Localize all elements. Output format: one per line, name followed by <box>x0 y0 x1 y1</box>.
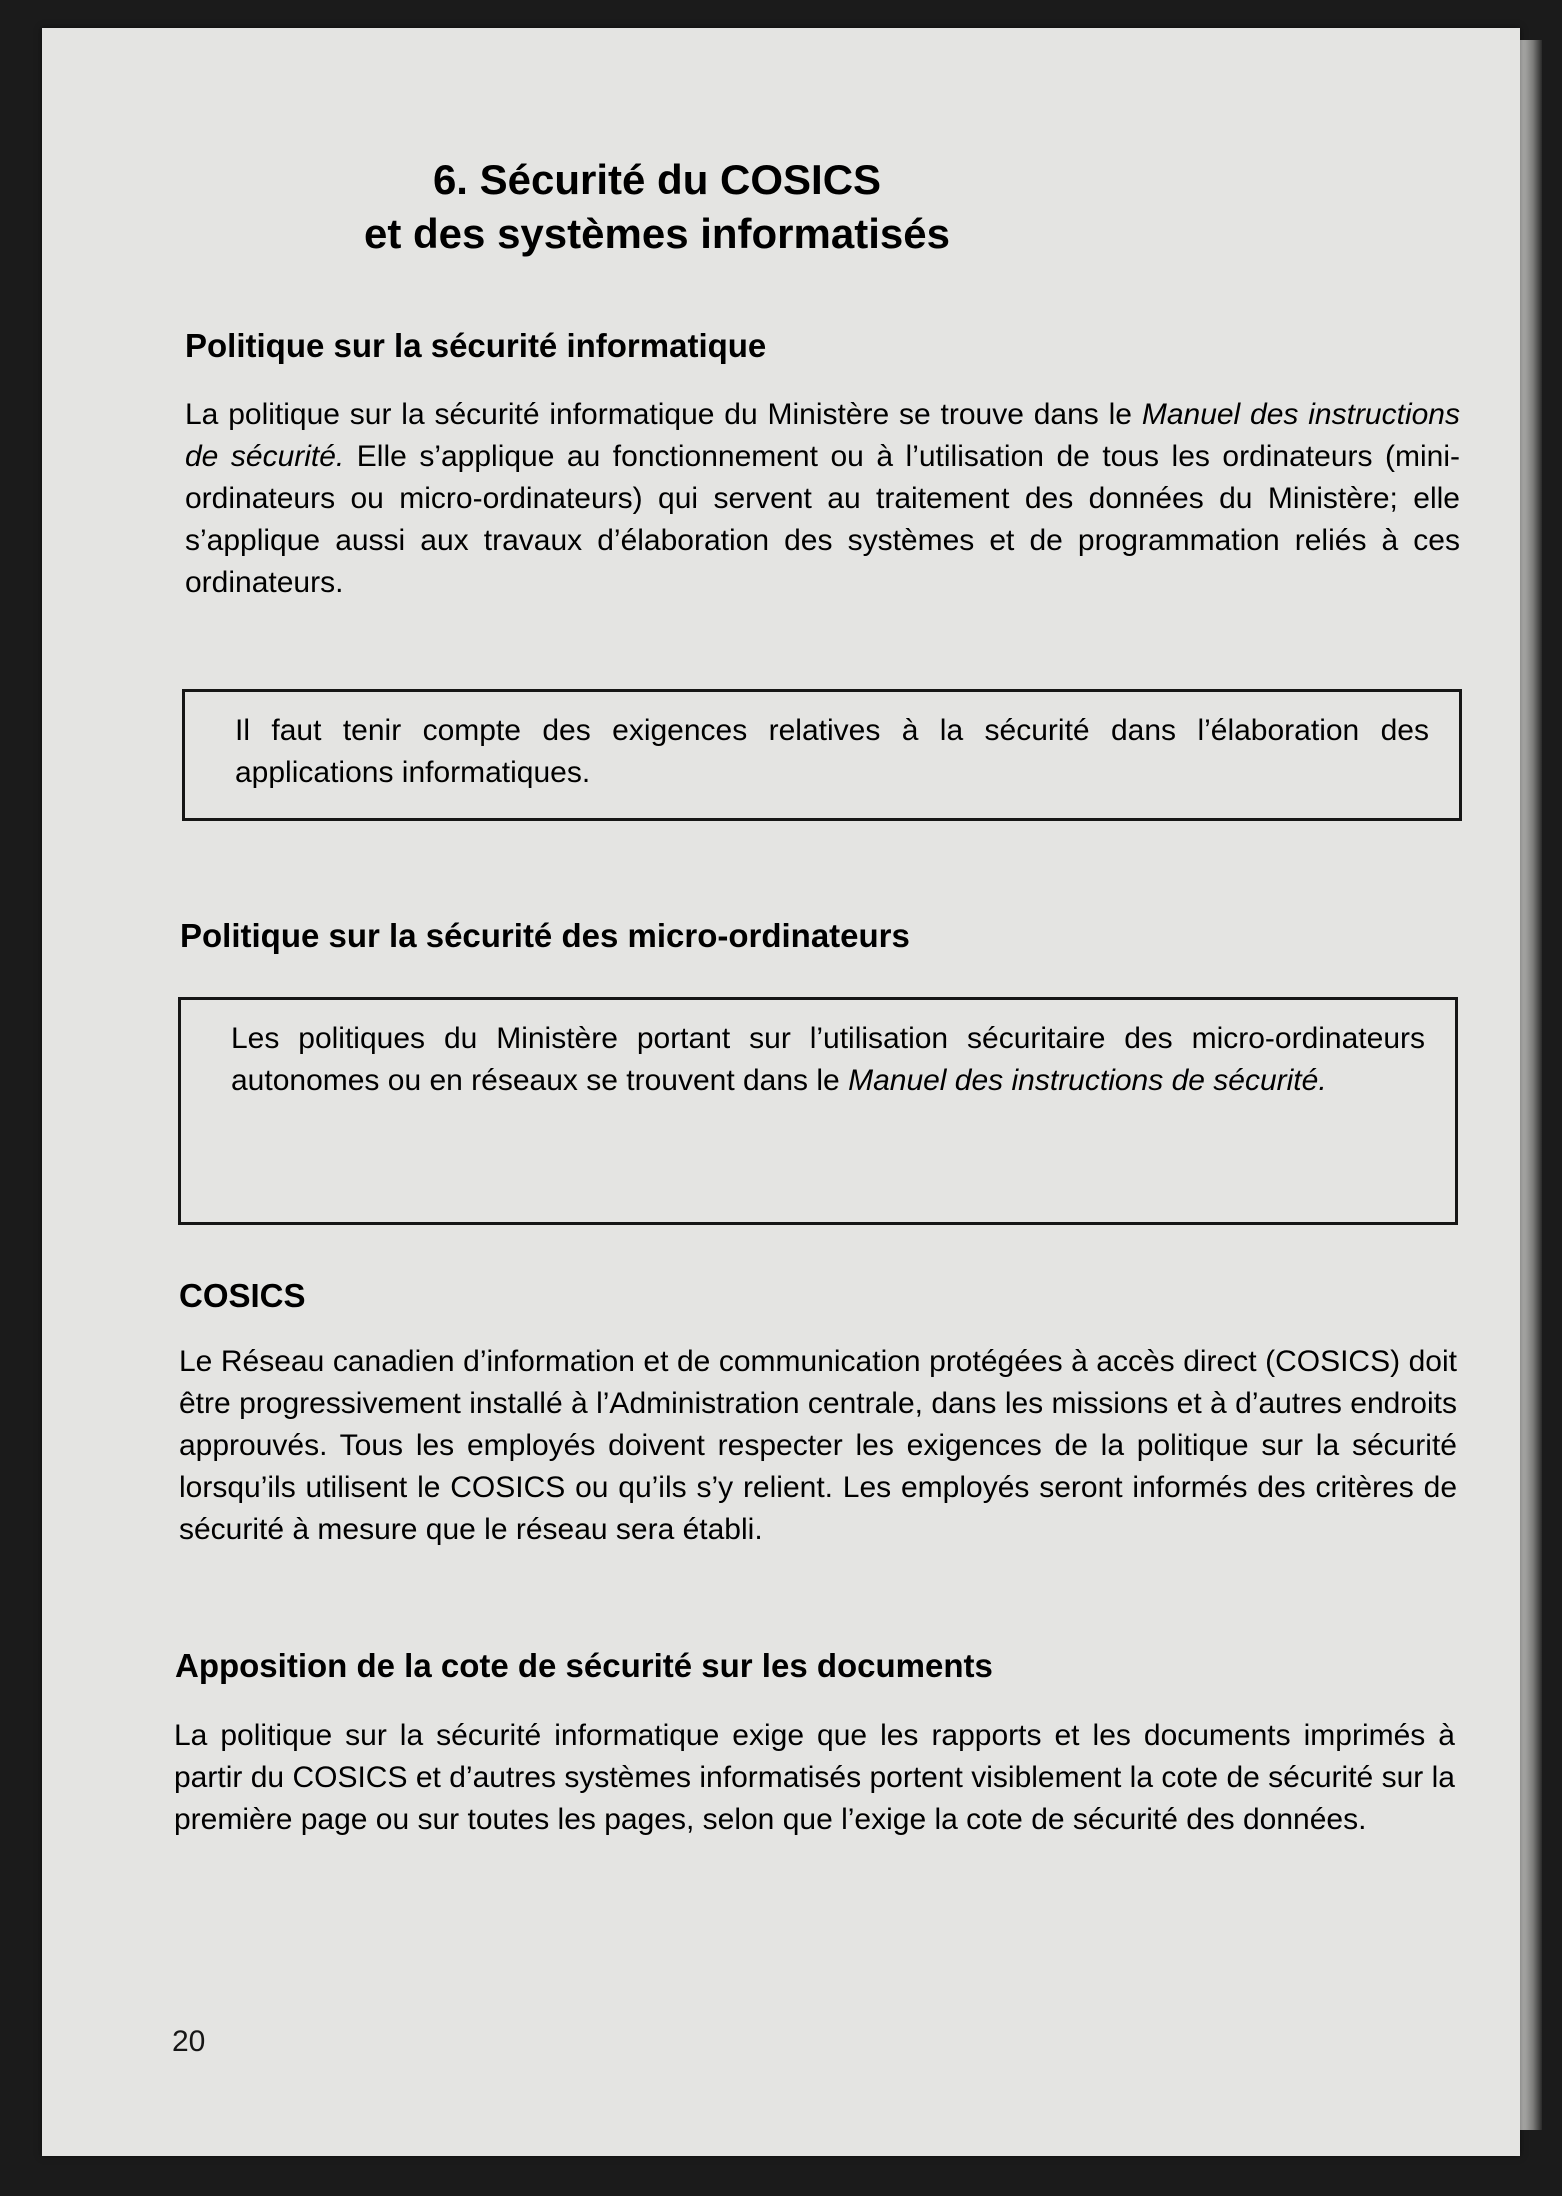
boxed-note-text <box>231 1018 1425 1102</box>
manual-title-italic: Manuel des instructions de sécurité. <box>848 1064 1327 1097</box>
page-number: 20 <box>172 2025 206 2058</box>
section-paragraph-computer-security <box>185 394 1460 604</box>
boxed-note-microcomputer-security <box>178 997 1458 1225</box>
document-page <box>42 28 1520 2156</box>
paragraph-text: Elle s’applique au fonctionnement ou à l’utilisation de tous les ordinateurs (mini-ordinateurs ou micro-ordinateurs) qui servent au traitement des données du Ministère; elle s’applique aussi aux travaux d’élaboration des systèmes et de programmation reliés à ces ordinateurs. <box>185 440 1460 599</box>
chapter-title-line-1: 6. Sécurité du COSICS <box>432 156 882 203</box>
section-heading-microcomputer-security: Politique sur la sécurité des micro-ordinateurs <box>180 917 910 954</box>
section-paragraph-cosics: Le Réseau canadien d’information et de communication protégées à accès direct (COSICS) doit être progressivement installé à l’Administration centrale, dans les missions et à d’autres endroits approuvés. Tous les employés doivent respecter les exigences de la politique sur la sécurité lorsqu’ils utilisent le COSICS ou qu’ils s’y relient. Les employés seront informés des critères de sécurité à mesure que le réseau sera établi. <box>179 1345 1457 1546</box>
boxed-note-text: Il faut tenir compte des exigences relatives à la sécurité dans l’élaboration des applications informatiques. <box>235 714 1429 789</box>
manual-title-italic: Manuel des instructions de sécurité. <box>185 398 1460 473</box>
section-heading-security-marking: Apposition de la cote de sécurité sur les documents <box>175 1647 993 1684</box>
section-heading-computer-security: Politique sur la sécurité informatique <box>185 327 767 364</box>
section-heading-cosics: COSICS <box>179 1277 306 1314</box>
adjacent-page-edge <box>1520 40 1542 2130</box>
chapter-title <box>42 153 1272 261</box>
boxed-note-computer-security <box>182 689 1462 821</box>
chapter-title-line-2: et des systèmes informatisés <box>364 210 950 257</box>
section-paragraph-security-marking: La politique sur la sécurité informatique exige que les rapports et les documents imprimés à partir du COSICS et d’autres systèmes informatisés portent visiblement la cote de sécurité sur la première page ou sur toutes les pages, selon que l’exige la cote de sécurité des données. <box>174 1719 1455 1836</box>
boxed-note-text-plain: Les politiques du Ministère portant sur l’utilisation sécuritaire des micro-ordinateurs autonomes ou en réseaux se trouvent dans le <box>231 1022 1425 1097</box>
paragraph-text: La politique sur la sécurité informatique du Ministère se trouve dans le <box>185 398 1142 431</box>
